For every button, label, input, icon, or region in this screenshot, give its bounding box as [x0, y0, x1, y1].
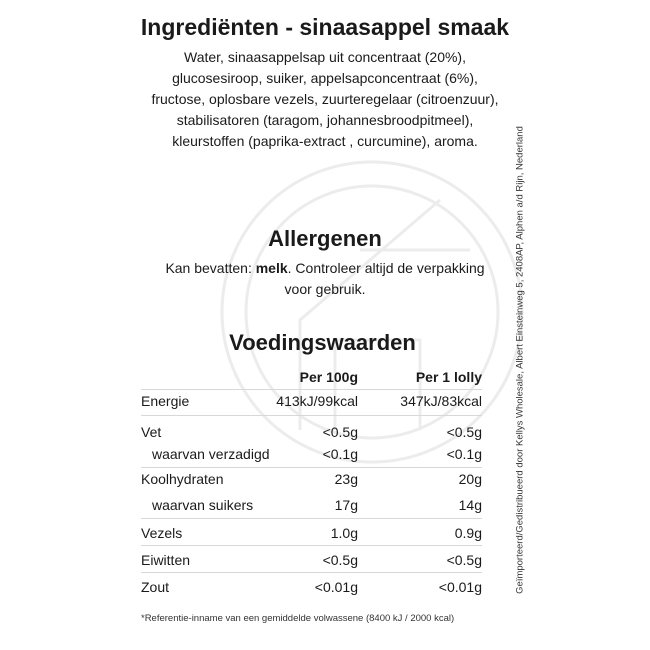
allergens-prefix: Kan bevatten: — [165, 260, 256, 276]
ingredients-text — [90, 47, 560, 152]
row-label: Energie — [141, 393, 190, 409]
row-value-100g: <0.1g — [322, 446, 358, 462]
row-label: Vet — [141, 424, 162, 440]
ingredients-line: Water, sinaasappelsap uit concentraat (20%), — [184, 49, 466, 65]
row-label: waarvan verzadigd — [152, 446, 270, 462]
ingredients-line: fructose, oplosbare vezels, zuurteregelaar (citroenzuur), — [151, 91, 499, 107]
ingredients-line: stabilisatoren (taragom, johannesbroodpitmeel), — [176, 112, 474, 128]
table-row — [0, 552, 650, 574]
row-label: Koolhydraten — [141, 471, 224, 487]
allergens-suffix: . Controleer altijd de verpakking — [287, 260, 485, 276]
distributor-text: Geïmporteerd/Gedistribueerd door Kellys Wholesale, Albert Einsteinweg 5, 2408AP, Alphen a/d Rijn, Nederland — [514, 126, 526, 594]
row-value-100g: 17g — [334, 497, 358, 513]
row-label: Vezels — [141, 525, 183, 541]
allergens-title: Allergenen — [268, 226, 382, 251]
table-divider — [141, 518, 482, 519]
distributor-note — [510, 80, 530, 640]
row-value-100g: <0.5g — [322, 552, 358, 568]
table-row — [0, 446, 650, 468]
allergens-text — [130, 258, 520, 300]
allergen-highlight: melk — [255, 260, 288, 276]
nutrition-title: Voedingswaarden — [229, 330, 416, 355]
row-value-100g: 413kJ/99kcal — [276, 393, 358, 409]
row-value-100g: <0.5g — [322, 424, 358, 440]
table-row — [0, 525, 650, 547]
col-header-per-lolly: Per 1 lolly — [415, 369, 482, 385]
row-value-lolly: <0.01g — [438, 579, 482, 595]
reference-footnote: *Referentie-inname van een gemiddelde volwassene (8400 kJ / 2000 kcal) — [141, 613, 455, 624]
ingredients-line: kleurstoffen (paprika-extract , curcumine), aroma. — [172, 133, 478, 149]
table-row — [0, 424, 650, 446]
row-value-lolly: 14g — [458, 497, 482, 513]
row-value-lolly: <0.5g — [446, 424, 482, 440]
table-divider — [141, 467, 482, 468]
row-value-lolly: 0.9g — [454, 525, 482, 541]
row-label: Zout — [141, 579, 170, 595]
row-value-lolly: 20g — [458, 471, 482, 487]
table-divider — [141, 545, 482, 546]
allergens-line-2: voor gebruik. — [284, 281, 366, 297]
row-value-lolly: <0.1g — [446, 446, 482, 462]
table-row — [0, 393, 650, 415]
row-value-lolly: 347kJ/83kcal — [400, 393, 482, 409]
row-value-100g: 1.0g — [330, 525, 358, 541]
table-divider — [141, 415, 482, 416]
row-label: Eiwitten — [141, 552, 191, 568]
table-row — [0, 497, 650, 519]
table-row — [0, 579, 650, 601]
table-divider — [141, 572, 482, 573]
ingredients-line: glucosesiroop, suiker, appelsapconcentraat (6%), — [172, 70, 478, 86]
row-value-lolly: <0.5g — [446, 552, 482, 568]
table-divider — [141, 389, 482, 390]
row-label: waarvan suikers — [152, 497, 254, 513]
allergens-line — [130, 258, 520, 279]
table-row — [0, 471, 650, 493]
col-header-per-100g: Per 100g — [299, 369, 358, 385]
row-value-100g: 23g — [334, 471, 358, 487]
row-value-100g: <0.01g — [314, 579, 358, 595]
ingredients-title: Ingrediënten - sinaasappel smaak — [140, 14, 510, 40]
